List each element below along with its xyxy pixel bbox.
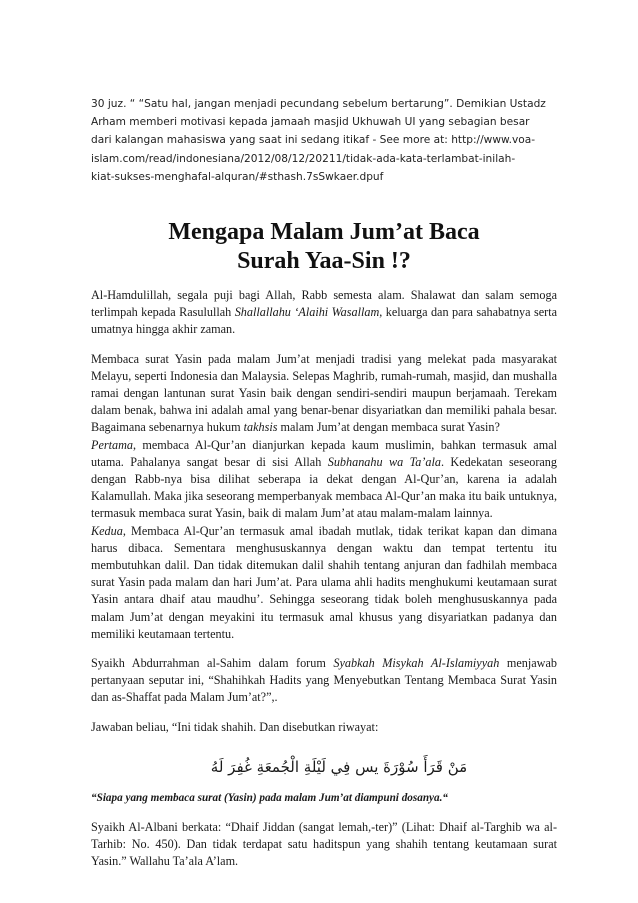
syaikh-sahim-paragraph <box>91 655 557 707</box>
yasin-tradition-paragraph <box>91 351 557 437</box>
text-run: , Membaca Al-Qur’an termasuk amal ibadah mutlak, tidak terikat kapan dan dimana harus dibaca. Sementara menghususkannya dengan waktu dan tempat tertentu itu membutuhkan dalil. Dan tidak ditemukan dalil shahih tentang anjuran dan fadhilah membaca surat Yasin pada malam dan hari Jum’at. Para ulama ahli hadits menghukumi keutamaan surat Yasin antara dhaif atau maudhu’. Sehingga seseorang tidak boleh menghususkannya pada malam Jum’at dengan meyakini itu termasuk amal khusus yang disyariatkan padanya dan memiliki keutamaan tertentu. <box>91 523 557 641</box>
albani-paragraph: Syaikh Al-Albani berkata: “Dhaif Jiddan (sangat lemah,-ter)” (Lihat: Dhaif al-Targhib wa al-Tarhib: No. 450). Dan tidak terdapat satu haditspun yang shahih tentang keutamaan surat Yasin.” Wallahu Ta’ala A’lam. <box>91 819 557 869</box>
second-point-paragraph <box>91 523 557 643</box>
text-run: . Kedekatan seseorang dengan Rabb-nya bisa dilihat seberapa ia dekat dengan Al-Qur’an, karena ia adalah Kalamullah. Maka jika seseorang memperbanyak membaca Al-Qur’an maka itu baik untuknya, termasuk membaca surat Yasin, baik di malam Jum’at atau malam-malam lainnya. <box>91 454 557 521</box>
answer-paragraph: Jawaban beliau, “Ini tidak shahih. Dan disebutkan riwayat: <box>91 719 379 734</box>
intro-line: dari kalangan mahasiswa yang saat ini sedang itikaf - See more at: http://www.voa- <box>91 134 536 147</box>
text-run: Al-Hamdulillah, segala puji bagi Allah, Rabb semesta alam. Shalawat dan salam semoga terlimpah kepada Rasulullah <box>91 288 557 320</box>
text-run: , keluarga dan para sahabatnya serta umatnya hingga akhir zaman. <box>91 305 557 337</box>
text-run: Syaikh Abdurrahman al-Sahim dalam forum <box>91 656 334 671</box>
intro-paragraph <box>91 95 557 186</box>
honorific-italic: Shallallahu ‘Alaihi Wasallam <box>234 305 380 320</box>
title-line-2: Surah Yaa-Sin !? <box>237 248 411 275</box>
forum-name-italic: Syabkah Misykah Al-Islamiyyah <box>333 656 500 671</box>
intro-line: Arham memberi motivasi kepada jamaah masjid Ukhuwah UI yang sebagian besar <box>91 116 530 129</box>
point-label: Kedua <box>91 523 123 538</box>
document-content <box>91 95 557 871</box>
intro-line: 30 juz. “ “Satu hal, jangan menjadi pecundang sebelum bertarung”. Demikian Ustadz <box>91 98 546 110</box>
point-label: Pertama <box>91 437 133 452</box>
hadith-translation-quote: “Siapa yang membaca surat (Yasin) pada malam Jum’at diampuni dosanya.“ <box>91 791 449 804</box>
text-run: menjawab pertanyaan seputar ini, “Shahihkah Hadits yang Menyebutkan Tentang Membaca Surat Yasin dan as-Shaffat pada Malam Jum’at?”,. <box>91 656 557 705</box>
arabic-hadith-text: مَنْ قَرَأَ سُوْرَةَ يس فِي لَيْلَةِ الْجُمعَةِ غُفِرَ لَهُ <box>210 757 468 776</box>
term-italic: takhsis <box>243 420 278 435</box>
opening-paragraph <box>91 287 557 339</box>
text-run: Membaca surat Yasin pada malam Jum’at menjadi tradisi yang melekat pada masyarakat Melayu, seperti Indonesia dan Malaysia. Selepas Maghrib, rumah-rumah, masjid, dan mushalla ramai dengan lantunan surat Yasin baik dengan sendiri-sendiri maupun berjamaah. Terekam dalam benak, bahwa ini adalah amal yang benar-benar disyariatkan dan memiliki pahala besar. Bagaimana sebenarnya hukum <box>91 351 557 435</box>
honorific-italic: Subhanahu wa Ta’ala <box>327 454 441 469</box>
text-run: malam Jum’at dengan membaca surat Yasin? <box>277 420 500 435</box>
intro-line: islam.com/read/indonesiana/2012/08/12/20211/tidak-ada-kata-terlambat-inilah- <box>91 152 516 165</box>
title-line-1: Mengapa Malam Jum’at Baca <box>168 219 480 246</box>
intro-line: kiat-sukses-menghafal-alquran/#sthash.7sSwkaer.dpuf <box>91 170 384 183</box>
text-run: , membaca Al-Qur’an dianjurkan kepada kaum muslimin, bahkan termasuk amal utama. Pahalanya sangat besar di sisi Allah <box>91 437 557 469</box>
first-point-paragraph <box>91 437 557 523</box>
article-title <box>91 218 557 276</box>
